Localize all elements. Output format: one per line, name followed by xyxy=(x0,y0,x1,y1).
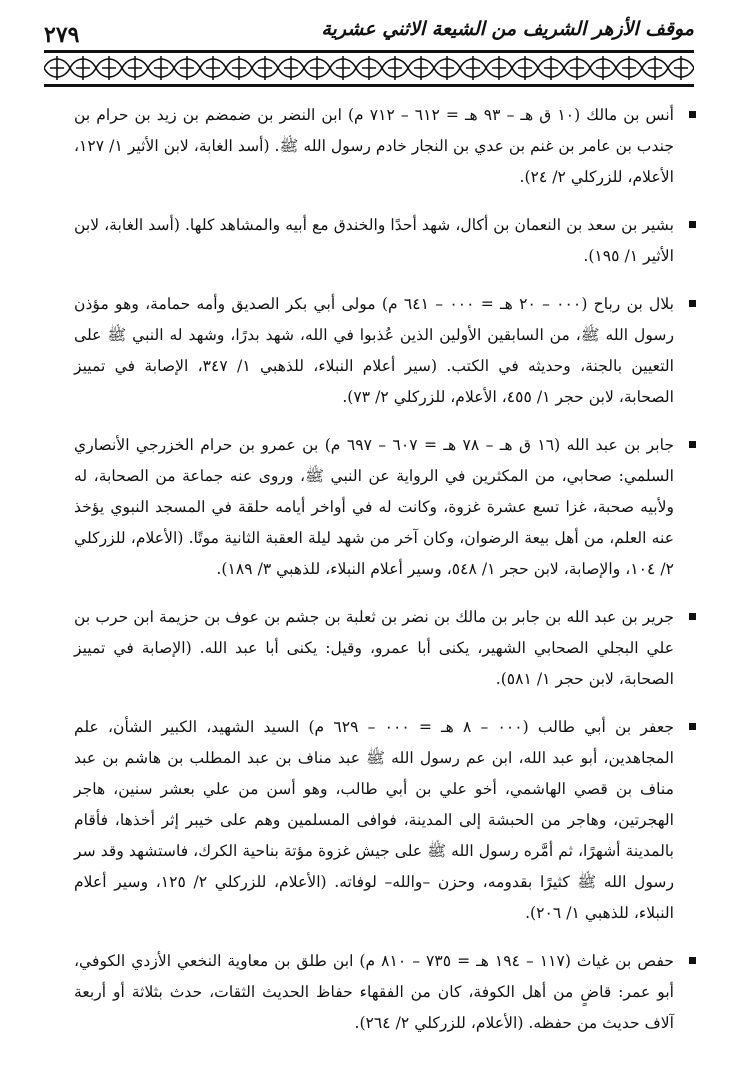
bullet-icon xyxy=(689,441,696,448)
page-number: ٢٧٩ xyxy=(44,22,80,48)
entry-text: أنس بن مالك (١٠ ق هـ – ٩٣ هـ = ٦١٢ – ٧١٢ م) ابن النضر بن ضمضم بن زيد بن حرام بن جندب بن عامر بن غنم بن عدي بن النجار خادم رسول الله ﷺ. (أسد الغابة، لابن الأثير ١/ ١٢٧، الأعلام، للزركلي ٢/ ٢٤). xyxy=(74,106,675,186)
entry-text: جابر بن عبد الله (١٦ ق هـ – ٧٨ هـ = ٦٠٧ – ٦٩٧ م) بن عمرو بن حرام الخزرجي الأنصاري السلمي: صحابي، من المكثرين في الرواية عن النبي ﷺ، وروى عنه جماعة من الصحابة، له ولأبيه صحبة، غزا تسع عشرة غزوة، وكانت له في أواخر أيامه حلقة في المسجد النبوي يؤخذ عنه العلم، من أهل بيعة الرضوان، وكان آخر من شهد ليلة العقبة الثانية موتًا. (الأعلام، للزركلي ٢/ ١٠٤، والإصابة، لابن حجر ١/ ٥٤٨، وسير أعلام النبلاء، للذهبي ٣/ ١٨٩). xyxy=(74,436,675,578)
entry-text: بشير بن سعد بن النعمان بن أكال، شهد أحدًا والخندق مع أبيه والمشاهد كلها. (أسد الغابة، لابن الأثير ١/ ١٩٥). xyxy=(74,216,674,265)
page-header xyxy=(44,18,694,90)
bullet-icon xyxy=(689,111,696,118)
biography-entry xyxy=(74,946,674,1039)
entry-text: جرير بن عبد الله بن جابر بن مالك بن نضر بن ثعلبة بن جشم بن عوف بن حزيمة ابن حرب بن علي البجلي الصحابي الشهير، يكنى أبا عمرو، وقيل: يكنى أبا عبد الله. (الإصابة في تمييز الصحابة، لابن حجر ١/ ٥٨١). xyxy=(74,608,674,688)
entry-text: حفص بن غياث (١١٧ – ١٩٤ هـ = ٧٣٥ – ٨١٠ م) ابن طلق بن معاوية النخعي الأزدي الكوفي، أبو عمر: قاضٍ من أهل الكوفة، كان من الفقهاء حفاظ الحديث الثقات، حدث بثلاثة أو أربعة آلاف حديث من حفظه. (الأعلام، للزركلي ٢/ ٢٦٤). xyxy=(74,952,674,1032)
bullet-icon xyxy=(689,221,696,228)
biography-entry xyxy=(74,430,674,585)
biography-entry xyxy=(74,210,674,272)
biography-entry xyxy=(74,289,674,413)
ornamental-border xyxy=(44,46,694,90)
entry-text: جعفر بن أبي طالب (٠٠٠ – ٨ هـ = ٠٠٠ – ٦٢٩ م) السيد الشهيد، الكبير الشأن، علم المجاهدين، أبو عبد الله، ابن عم رسول الله ﷺ عبد مناف بن عبد المطلب بن هاشم بن عبد مناف بن قصي الهاشمي، أخو علي بن أبي طالب، وهو أسن من علي بعشر سنين، هاجر الهجرتين، وهاجر من الحبشة إلى المدينة، فوافى المسلمين وهم على خيبر إثر أخذها، فأقام بالمدينة أشهرًا، ثم أمَّره رسول الله ﷺ على جيش غزوة مؤتة بناحية الكرك، فاستشهد وقد سر رسول الله ﷺ كثيرًا بقدومه، وحزن –والله– لوفاته. (الأعلام، للزركلي ٢/ ١٢٥، وسير أعلام النبلاء، للذهبي ١/ ٢٠٦). xyxy=(74,718,675,922)
bullet-icon xyxy=(689,613,696,620)
bullet-icon xyxy=(689,300,696,307)
biography-entry xyxy=(74,712,674,929)
biography-entry xyxy=(74,602,674,695)
bullet-icon xyxy=(689,723,696,730)
running-title: موقف الأزهر الشريف من الشيعة الاثني عشرية xyxy=(321,18,694,40)
biography-entry xyxy=(74,100,674,193)
biography-list xyxy=(74,100,674,1056)
entry-text: بلال بن رباح (٠٠٠ – ٢٠ هـ = ٠٠٠ – ٦٤١ م) مولى أبي بكر الصديق وأمه حمامة، وهو مؤذن رسول الله ﷺ، من السابقين الأولين الذين عُذبوا في الله، شهد بدرًا، وشهد له النبي ﷺ على التعيين بالجنة، وحديثه في الكتب. (سير أعلام النبلاء، للذهبي ١/ ٣٤٧، الإصابة في تمييز الصحابة، لابن حجر ١/ ٤٥٥، الأعلام، للزركلي ٢/ ٧٣). xyxy=(74,295,675,406)
bullet-icon xyxy=(689,957,696,964)
